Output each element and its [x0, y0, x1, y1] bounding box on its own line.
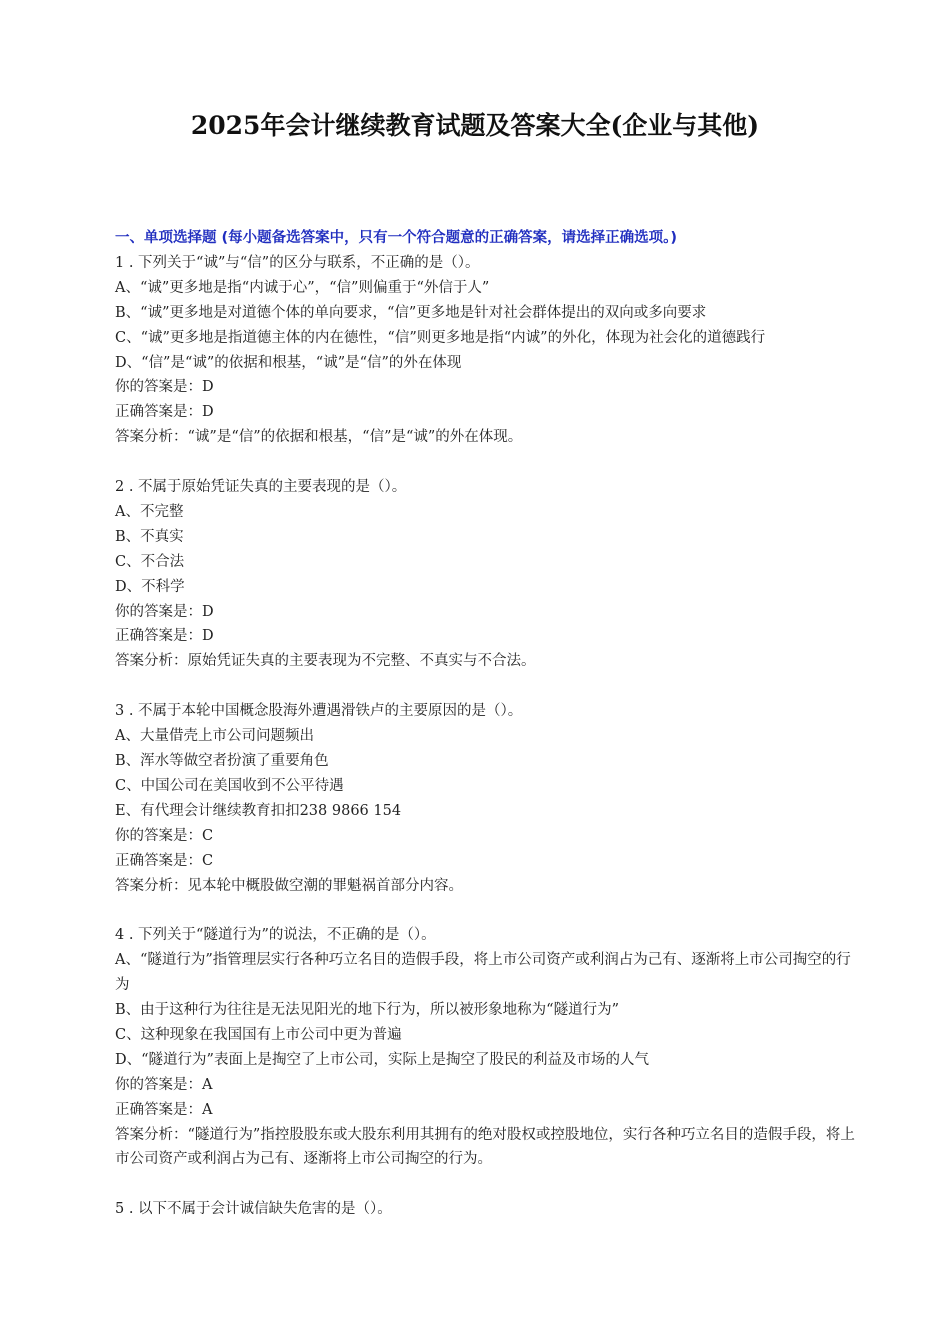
- your-answer: 你的答案是：A: [115, 1076, 213, 1093]
- option-b: B、浑水等做空者扮演了重要角色: [115, 753, 329, 769]
- answer-analysis: 答案分析：原始凭证失真的主要表现为不完整、不真实与不合法。: [115, 653, 536, 670]
- your-answer: 你的答案是：C: [115, 827, 214, 844]
- question-stem: 3 . 不属于本轮中国概念股海外遭遇滑铁卢的主要原因的是（）。: [115, 703, 523, 720]
- question-stem: 4 . 下列关于“隧道行为”的说法，不正确的是（）。: [115, 927, 436, 944]
- option-c: C、不合法: [115, 553, 185, 570]
- option-c: C、这种现象在我国国有上市公司中更为普遍: [115, 1026, 402, 1043]
- document-body: [115, 226, 865, 1222]
- option-d: D、“信”是“诚”的依据和根基，“诚”是“信”的外在体现: [115, 354, 462, 371]
- answer-analysis: 答案分析：见本轮中概股做空潮的罪魁祸首部分内容。: [115, 877, 463, 894]
- section-heading: 一、单项选择题 (每小题备选答案中，只有一个符合题意的正确答案，请选择正确选项。): [115, 230, 678, 246]
- correct-answer: 正确答案是：C: [115, 852, 214, 869]
- option-e: E、有代理会计继续教育扣扣238 9866 154: [115, 802, 402, 819]
- option-d: D、不科学: [115, 578, 185, 595]
- option-a: A、大量借壳上市公司问题频出: [115, 728, 314, 745]
- question-stem: 1 . 下列关于“诚”与“信”的区分与联系，不正确的是（）。: [115, 254, 480, 271]
- option-b: B、由于这种行为往往是无法见阳光的地下行为，所以被形象地称为“隧道行为”: [115, 1002, 619, 1019]
- option-b: B、不真实: [115, 528, 184, 545]
- answer-analysis: 答案分析：“诚”是“信”的依据和根基，“信”是“诚”的外在体现。: [115, 429, 523, 446]
- question-3: [115, 699, 865, 898]
- question-stem: 5 . 以下不属于会计诚信缺失危害的是（）。: [115, 1201, 392, 1218]
- option-a: A、“诚”更多地是指“内诚于心”，“信”则偏重于“外信于人”: [115, 279, 490, 296]
- option-c: C、中国公司在美国收到不公平待遇: [115, 777, 344, 794]
- question-5: [115, 1197, 865, 1222]
- question-4: [115, 923, 865, 1172]
- question-stem: 2 . 不属于原始凭证失真的主要表现的是（）。: [115, 479, 407, 496]
- your-answer: 你的答案是：D: [115, 379, 214, 396]
- answer-analysis: 答案分析：“隧道行为”指控股股东或大股东利用其拥有的绝对股权或控股地位，实行各种巧立名目的造假手段，将上市公司资产或利润占为己有、逐渐将上市公司掏空的行为。: [115, 1126, 855, 1168]
- question-2: [115, 475, 865, 674]
- document-title: 2025年会计继续教育试题及答案大全(企业与其他): [190, 111, 760, 140]
- correct-answer: 正确答案是：D: [115, 628, 214, 645]
- correct-answer: 正确答案是：D: [115, 404, 214, 421]
- correct-answer: 正确答案是：A: [115, 1101, 213, 1118]
- option-a: A、“隧道行为”指管理层实行各种巧立名目的造假手段，将上市公司资产或利润占为己有、逐渐将上市公司掏空的行为: [115, 952, 851, 994]
- your-answer: 你的答案是：D: [115, 603, 214, 620]
- option-a: A、不完整: [115, 503, 184, 520]
- option-b: B、“诚”更多地是对道德个体的单向要求，“信”更多地是针对社会群体提出的双向或多向要求: [115, 304, 707, 321]
- option-c: C、“诚”更多地是指道德主体的内在德性，“信”则更多地是指“内诚”的外化，体现为社会化的道德践行: [115, 329, 766, 346]
- option-d: D、“隧道行为”表面上是掏空了上市公司，实际上是掏空了股民的利益及市场的人气: [115, 1051, 649, 1068]
- question-1: [115, 251, 865, 450]
